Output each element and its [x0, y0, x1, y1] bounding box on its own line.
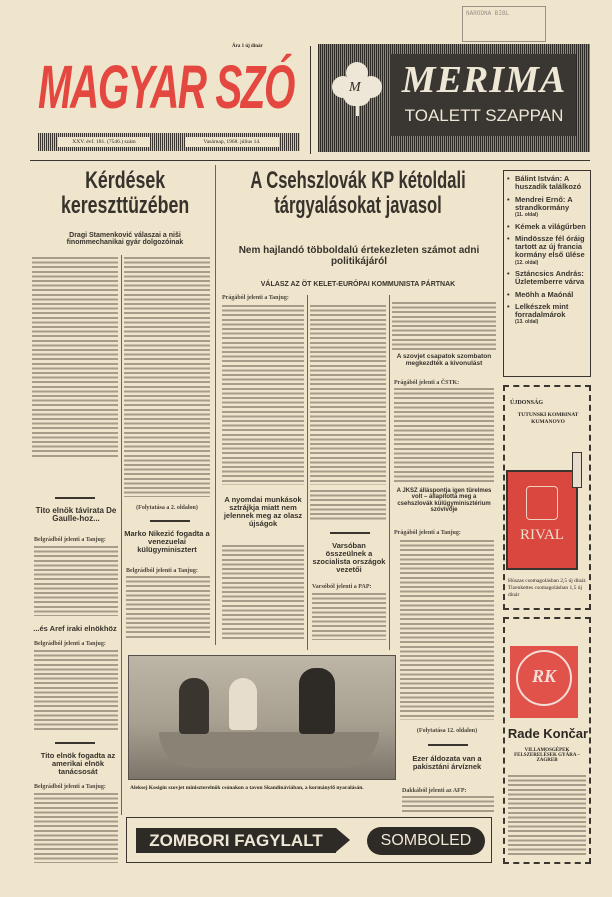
headline-pakisztan: Ezer áldozata van a pakisztáni árvíznek [412, 754, 482, 771]
price: Ára 1 új dinár [232, 44, 263, 49]
contents-box [503, 170, 591, 377]
headline-varso: Varsóban összeülnek a szocialista országok vezetői [312, 541, 386, 574]
contents-item[interactable]: • Sztáncsics András: Üzletemberre várva [507, 269, 585, 287]
article-body-text [34, 546, 118, 616]
issue-number: XXV. évf. 181. (7546.) szám [58, 137, 150, 147]
dateline: Belgrádból jelenti a Tanjug: [34, 641, 106, 647]
masthead-title: MAGYAR SZÓ [38, 52, 294, 122]
article-body-text [400, 540, 494, 720]
continued-notice: (Folytatása a 2. oldalon) [136, 505, 198, 511]
zombori-fagylalt-label: ZOMBORI FAGYLALT [136, 828, 336, 853]
clover-logo-icon: M [332, 62, 382, 128]
headline-olasz: A nyomdai munkások sztrájkja miatt nem jelennek meg az olasz újságok [223, 495, 303, 528]
headline-aref: ...és Aref iraki elnökhöz [33, 624, 117, 633]
rival-price-text: Húszas csomagolásban 2,5 új dinár. Tizenkettes csomagolásban 1,5 új dinár [508, 578, 587, 598]
photo-caption: Aleksej Kosigin szovjet miniszterelnök csónakon a tavon Skandináviában, a kormányfő nyaralásán. [130, 785, 364, 791]
article-body-text [402, 796, 494, 814]
headline-tito-degaulle: Tito elnök távirata De Gaulle-hoz... [35, 506, 117, 524]
merima-brand: MERIMA [401, 59, 567, 101]
person [229, 678, 257, 730]
article-body-text [508, 775, 586, 857]
headline-kerdesek: Kérdések kereszttüzében [60, 167, 190, 220]
dateline: Prágából jelenti a ČSTK: [394, 380, 460, 386]
article-body-text [394, 388, 494, 483]
article-body-text [126, 576, 210, 638]
issue-date: Vasárnap, 1968. július 14. [185, 137, 279, 147]
headline-main: A Csehszlovák KP kétoldali tárgyalásokat javasol [250, 167, 466, 220]
bullet-icon: • [507, 233, 510, 243]
arrow-icon [336, 828, 350, 852]
rival-kicker: ÚJDONSÁG [510, 400, 544, 406]
dateline: Belgrádból jelenti a Tanjug: [34, 537, 106, 543]
zombori-fagylalt-ad[interactable] [126, 817, 492, 863]
contents-item[interactable]: • Lelkészek mint forradalmárok (13. oldal) [507, 301, 569, 326]
article-body-text [34, 650, 118, 732]
contents-item[interactable]: • Kémek a világűrben [507, 221, 586, 231]
contents-item[interactable]: • Bálint István: A huszadik találkozó [507, 174, 582, 192]
merima-ad[interactable] [318, 44, 590, 152]
contents-item[interactable]: • Meöhh a Maónál [507, 289, 574, 299]
bullet-icon: • [507, 269, 510, 278]
bullet-icon: • [507, 301, 510, 311]
kicker-main: VÁLASZ AZ ÖT KELET-EURÓPAI KOMMUNISTA PÁRTNAK [260, 281, 456, 288]
continued-notice: (Folytatása 12. oldalon) [416, 728, 478, 734]
bullet-icon: • [507, 289, 510, 299]
article-body-text [32, 257, 118, 457]
dateline: Prágából jelenti a Tanjug: [394, 530, 461, 536]
article-body-text [34, 793, 118, 863]
headline-szovjet: A szovjet csapatok szombaton megkezdték a kivonulást [396, 353, 492, 367]
rival-maker: TUTUNSKI KOMBINAT KUMANOVO [517, 412, 579, 426]
library-stamp: NARODNA BIBL [462, 6, 546, 42]
koncar-logo-icon: RK [510, 646, 578, 718]
person [179, 678, 209, 734]
person [299, 668, 335, 734]
headline-nikezic: Marko Nikezić fogadta a venezuelai külügyminisztert [124, 529, 210, 554]
dateline: Dakkából jelenti az AFP: [402, 788, 467, 794]
dateline: Varsóból jelenti a PAP: [312, 584, 372, 590]
dateline: Belgrádból jelenti a Tanjug: [34, 784, 106, 790]
merima-tagline: TOALETT SZAPPAN [404, 106, 564, 125]
dateline: Prágából jelenti a Tanjug: [222, 295, 289, 301]
bullet-icon: • [507, 221, 510, 231]
bullet-icon: • [507, 174, 510, 183]
article-body-text [310, 305, 386, 485]
somboled-label: SOMBOLED [367, 827, 485, 855]
news-photo [128, 655, 396, 780]
dateline: Belgrádból jelenti a Tanjug: [126, 568, 198, 574]
cigarette-pack: RIVAL [506, 470, 578, 570]
article-body-text [124, 257, 210, 497]
article-body-text [392, 302, 496, 350]
contents-item[interactable]: • Mindössze fél óráig tartott az új francia kormány első ülése (12. oldal) [507, 233, 585, 266]
headline-iksz: A JKSZ álláspontja igen türelmes volt – állapította meg a csehszlovák külügyminisztérium szóvivője [396, 488, 492, 513]
article-body-text [310, 490, 386, 522]
koncar-brand: Rade Končar [507, 726, 589, 741]
subtitle-main: Nem hajlandó többoldalú értekezleten számot adni politikájáról [238, 245, 480, 267]
contents-item[interactable]: • Mendrei Ernő: A strandkormány (11. oldal) [507, 194, 573, 218]
subtitle-kerdesek: Dragi Stamenković válaszai a niši finommechanikai gyár dolgozóinak [66, 232, 184, 247]
headline-tito-amerikai: Tito elnök fogadta az amerikai elnök tanácsosát [40, 751, 116, 776]
article-body-text [312, 593, 386, 640]
koncar-text: VILLAMOSGÉPEK FELSZERELÉSEK GYÁRA – ZAGREB [514, 748, 580, 763]
article-body-text [222, 305, 304, 485]
article-body-text [222, 545, 304, 640]
bullet-icon: • [507, 194, 510, 204]
